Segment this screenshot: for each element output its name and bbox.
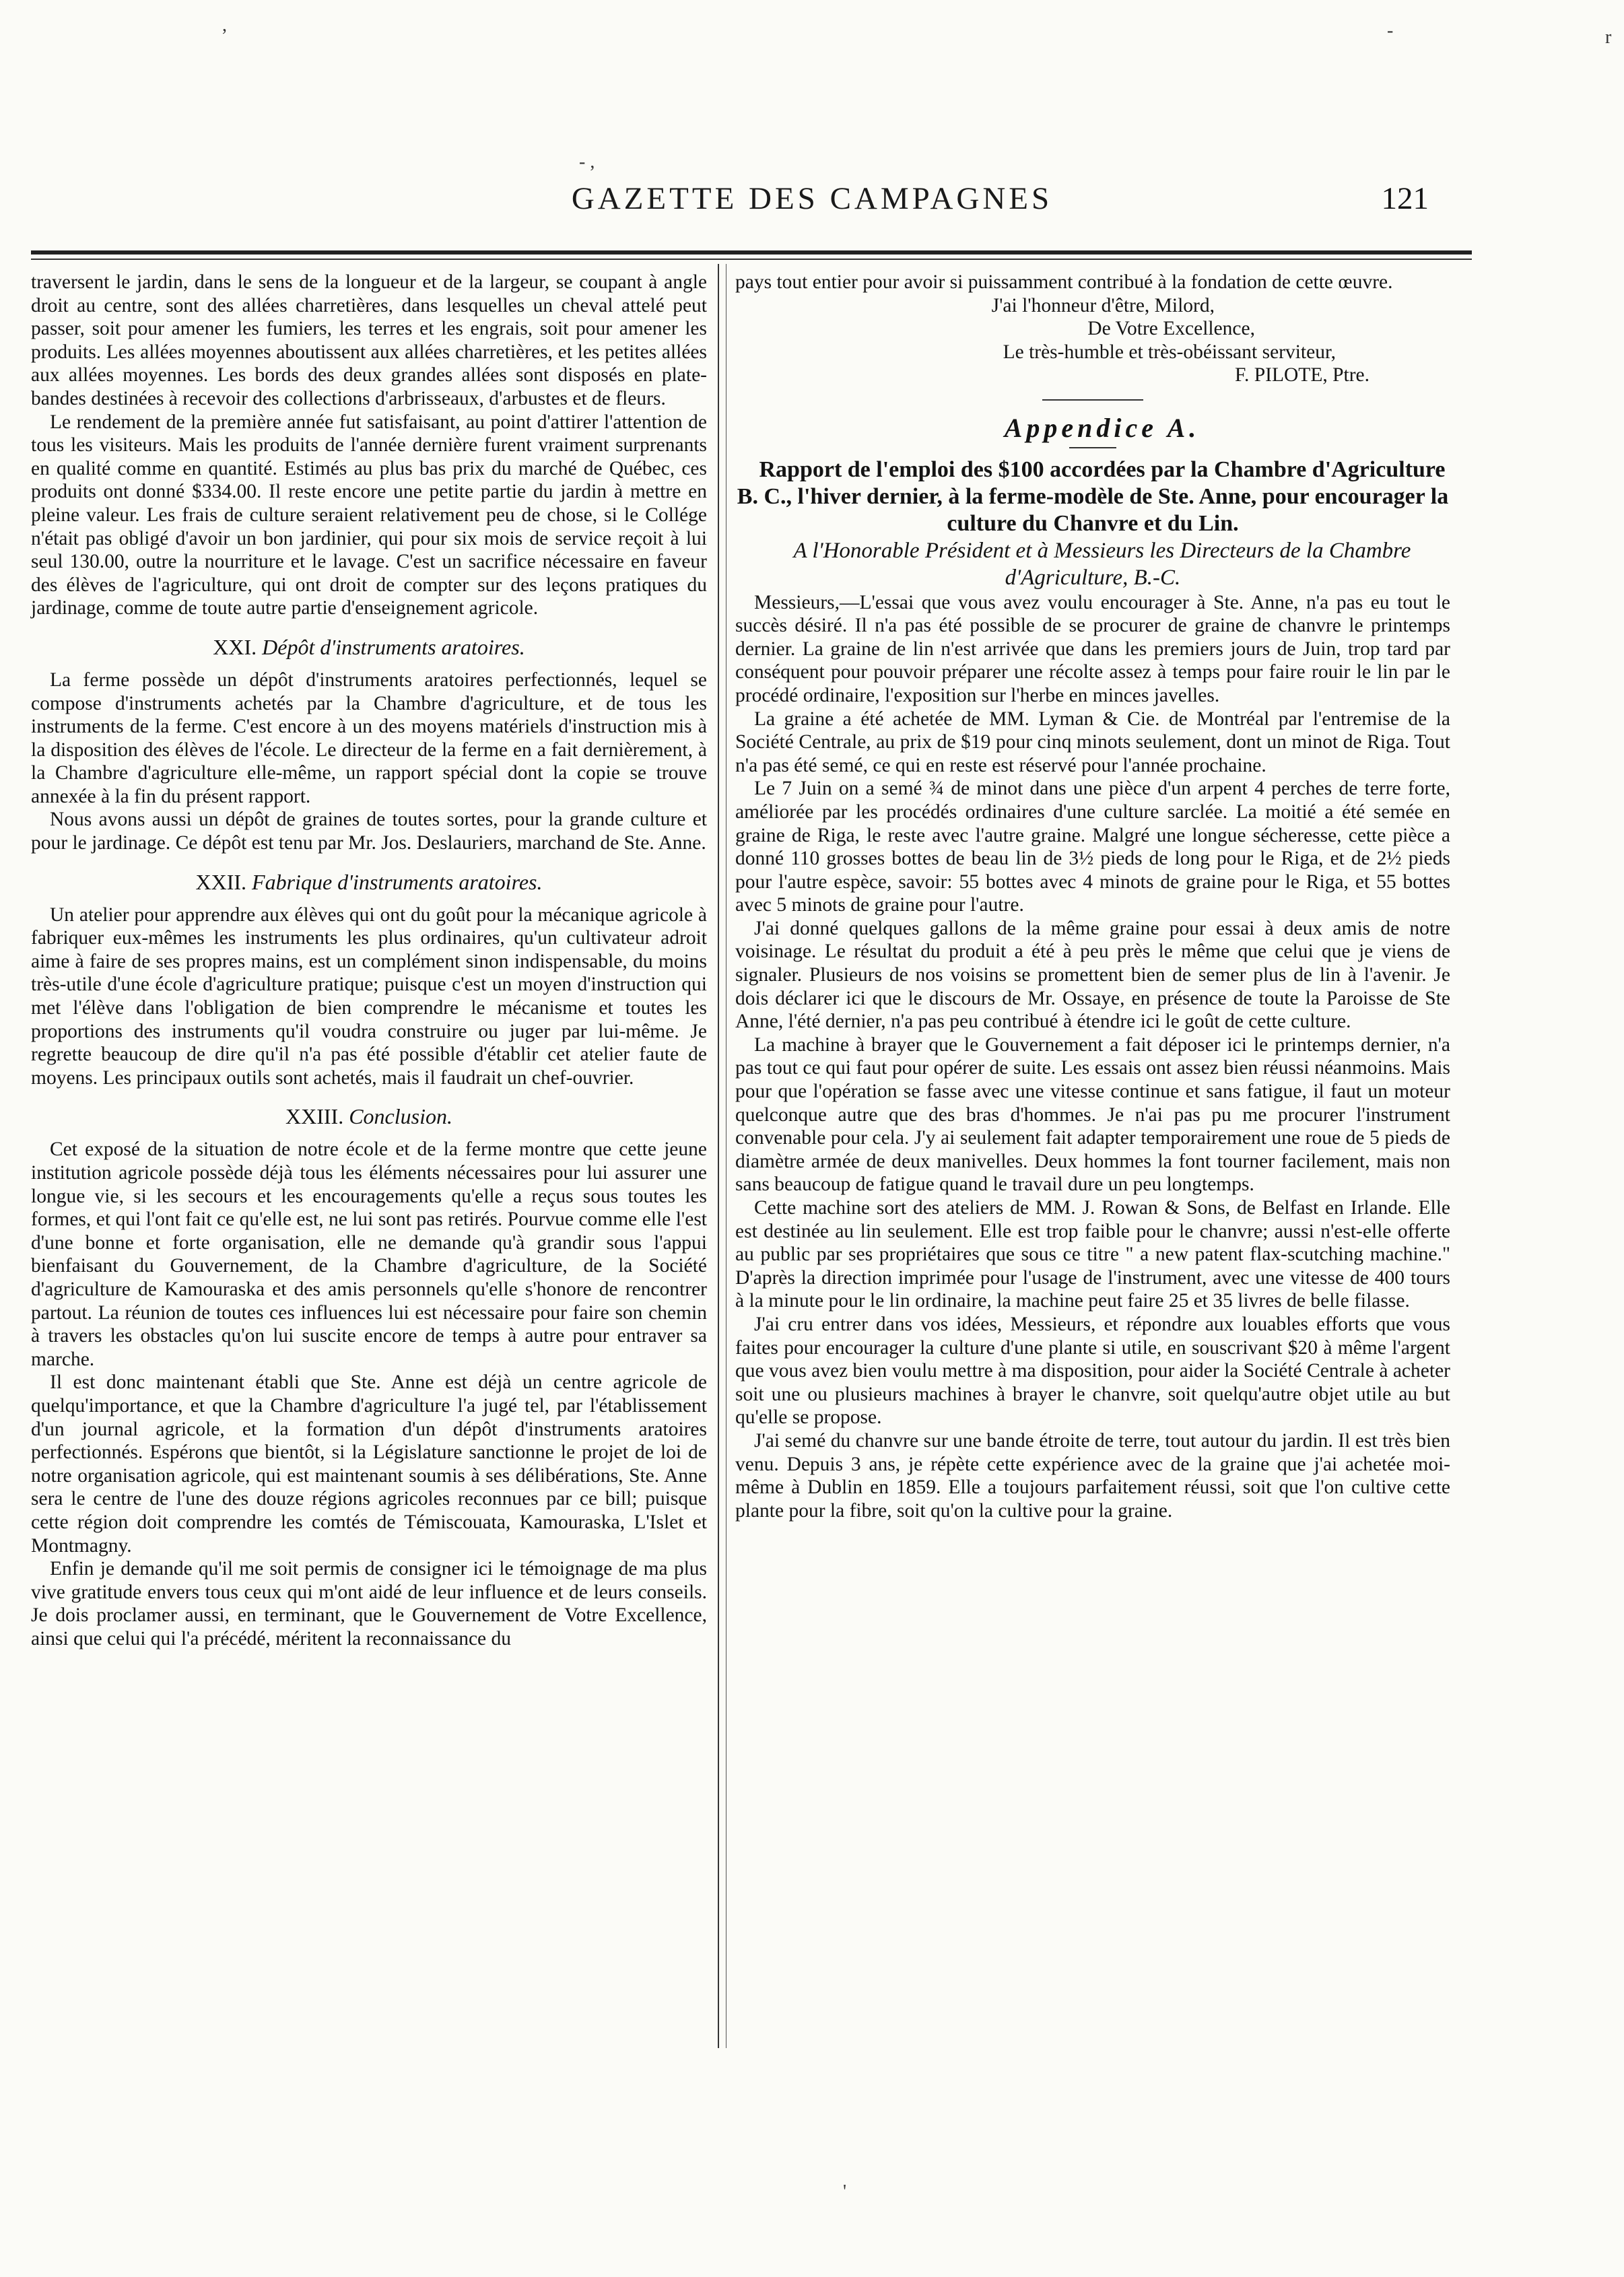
column-divider	[718, 264, 719, 2048]
paragraph: Le 7 Juin on a semé ¾ de minot dans une pièce d'un arpent 4 perches de terre forte, améliorée par les procédés ordinaires d'une culture sarclée. La moitié a été semée en graine de Riga, le reste avec l'autre graine. Malgré une longue sécheresse, cette pièce a donné 110 grosses bottes de beau lin de 3½ pieds de long pour le Riga, et de 2½ pieds pour l'autre espèce, savoir: 55 bottes avec 4 minots de graine pour le Riga, et 55 bottes avec 5 minots de graine pour l'autre.	[735, 778, 1450, 916]
header-rule-thin	[31, 259, 1472, 260]
left-column	[31, 271, 707, 1650]
paragraph: traversent le jardin, dans le sens de la longueur et de la largeur, se coupant à angle droit au centre, sont des allées charretières, dans lesquelles un cheval attelé peut passer, soit pour amener les fumiers, les terres et les engrais, soit pour amener les produits. Les allées moyennes aboutissent aux allées charretières, et les petites allées aux allées moyennes. Les bords des deux grandes allées sont disposés en plate-bandes destinées à recevoir des collections d'arbrisseaux, d'arbustes et de fleurs.	[31, 271, 707, 409]
signature: F. PILOTE, Ptre.	[1234, 364, 1369, 386]
section-heading-xxii	[31, 870, 707, 894]
section-heading-xxiii	[31, 1104, 707, 1128]
closing-salutation: J'ai l'honneur d'être, Milord,	[991, 294, 1215, 316]
paragraph: Un atelier pour apprendre aux élèves qui ont du goût pour la mécanique agricole à fabriquer eux-mêmes les instruments les plus ordinaires, qu'un cultivateur adroit aime à faire de ses propres mains, est un complément sinon indispensable, du moins très-utile d'une école d'agriculture pratique; puisque c'est un moyen d'instruction qui met l'élève dans l'obligation de bien comprendre le mécanisme et toutes les proportions des instruments qu'il voudra construire ou juger par lui-même. Je regrette beaucoup de dire qu'il n'a pas été possible d'établir cet atelier faute de moyens. Les principaux outils sont achetés, mais il faudrait un chef-ouvrier.	[31, 904, 707, 1089]
paragraph: pays tout entier pour avoir si puissamment contribué à la fondation de cette œuvre.	[735, 271, 1393, 293]
page-number: 121	[1381, 181, 1429, 216]
paragraph: La graine a été achetée de MM. Lyman & Cie. de Montréal par l'entremise de la Société Centrale, au prix de $19 pour cinq minots seulement, dont un minot de Riga. Tout n'a pas été semé, ce qui en reste est réservé pour l'année prochaine.	[735, 708, 1450, 776]
scan-speck: ,	[222, 15, 227, 36]
section-title: Dépôt d'instruments aratoires.	[262, 634, 525, 659]
closing-formula: Le très-humble et très-obéissant serviteur,	[1003, 341, 1336, 363]
paragraph: Nous avons aussi un dépôt de graines de toutes sortes, pour la grande culture et pour le jardinage. Ce dépôt est tenu par Mr. Jos. Deslauriers, marchand de Ste. Anne.	[31, 809, 707, 854]
section-number: XXIII.	[285, 1104, 344, 1129]
section-heading-xxi	[31, 635, 707, 659]
paragraph: La machine à brayer que le Gouvernement a fait déposer ici le printemps dernier, n'a pas tout ce qui faut pour opérer de suite. Les essais ont assez bien réussi néanmoins. Mais pour que l'opération se fasse avec une vitesse continue et sans fatigue, il faut un moteur quelconque autre que des bras d'hommes. Je n'ai pas pu me procurer l'instrument convenable pour cela. J'y ai seulement fait adapter temporairement une roue de 5 pieds de diamètre armée de deux manivelles. Deux hommes la font tourner facilement, mais non sans beaucoup de fatigue quand le travail dure un peu longtemps.	[735, 1033, 1450, 1196]
paragraph: La ferme possède un dépôt d'instruments aratoires perfectionnés, lequel se compose d'instruments achetés par la Chambre d'agriculture, et de tous les instruments de la ferme. C'est encore à un des moyens matériels d'instruction mis à la disposition des élèves de l'école. Le directeur de la ferme en a fait dernièrement, à la Chambre d'agriculture elle-même, un rapport spécial dont la copie se trouve annexée à la fin du présent rapport.	[31, 669, 707, 807]
paragraph: J'ai cru entrer dans vos idées, Messieurs, et répondre aux louables efforts que vous faites pour encourager la culture d'une plante si utile, en souscrivant $20 à même l'argent que vous avez bien voulu mettre à ma disposition, pour aider la Société Centrale à acheter soit une ou plusieurs machines à brayer le chanvre, soit quelqu'autre objet utile au but qu'elle se propose.	[735, 1313, 1450, 1429]
paragraph: Il est donc maintenant établi que Ste. Anne est déjà un centre agricole de quelqu'importance, et que la Chambre d'agriculture l'a jugé tel, par l'établissement d'un journal agricole, et la formation d'un dépôt d'instruments aratoires perfectionnés. Espérons que bientôt, si la Législature sanctionne le projet de loi de notre organisation agricole, qui est maintenant soumis à ses délibérations, Ste. Anne sera le centre de l'une des douze régions agricoles reconnues par ce bill; puisque cette région doit comprendre les comtés de Témiscouata, Kamouraska, L'Islet et Montmagny.	[31, 1371, 707, 1557]
section-divider	[1042, 399, 1143, 401]
paragraph: Enfin je demande qu'il me soit permis de consigner ici le témoignage de ma plus vive gratitude envers tous ceux qui m'ont aidé de leur influence et de leurs conseils. Je dois proclamer aussi, en terminant, que le Gouvernement de Votre Excellence, ainsi que celui qui l'a précédé, méritent la reconnaissance du	[31, 1558, 707, 1650]
page-title: GAZETTE DES CAMPAGNES	[571, 181, 1053, 216]
section-number: XXI.	[213, 634, 257, 659]
section-title: Conclusion.	[349, 1104, 452, 1129]
section-title: Fabrique d'instruments aratoires.	[252, 869, 543, 894]
paragraph: J'ai semé du chanvre sur une bande étroite de terre, tout autour du jardin. Il est très bien venu. Depuis 3 ans, je répète cette expérience avec de la graine que j'ai achetée moi-même à Dublin en 1859. Elle a toujours parfaitement réussi, soit que l'on cultive cette plante pour la fibre, soit qu'on la cultive pour la graine.	[735, 1429, 1450, 1522]
page-header	[0, 180, 1624, 234]
scan-speck: - ,	[579, 151, 595, 172]
report-title: Rapport de l'emploi des $100 accordées par la Chambre d'Agriculture B. C., l'hiver dernier, à la ferme-modèle de Ste. Anne, pour encourager la culture du Chanvre et du Lin.	[737, 456, 1449, 536]
paragraph: Cet exposé de la situation de notre école et de la ferme montre que cette jeune institution agricole possède déjà tous les éléments nécessaires pour lui assurer une longue vie, si les secours et les encouragements qu'elle a reçus sous toutes les formes, et qui l'ont fait ce qu'elle est, ne lui sont pas retirés. Pourvue comme elle l'est d'une bonne et forte organisation, elle ne demande qu'à grandir sous l'appui bienfaisant du Gouvernement, de la Chambre d'agriculture, de la Société d'agriculture de Kamouraska et des amis personnels qu'elle s'honore de rencontrer partout. La réunion de toutes ces influences lui est nécessaire pour faire son chemin à travers les obstacles qu'on lui suscite encore de temps à autre pour entraver sa marche.	[31, 1138, 707, 1370]
appendix-heading: Appendice A.	[1004, 412, 1200, 443]
paragraph: Le rendement de la première année fut satisfaisant, au point d'attirer l'attention de tous les visiteurs. Mais les produits de l'année dernière furent vraiment surprenants en qualité comme en quantité. Estimés au plus bas prix du marché de Québec, ces produits ont donné $334.00. Il reste encore une petite partie du jardin à mettre en pleine valeur. Les frais de culture seraient relativement peu de chose, si le Collége n'était pas obligé d'avoir un bon jardinier, qui pour six mois de service reçoit à lui seul 130.00, outre la nourriture et le lavage. C'est un sacrifice nécessaire en faveur des élèves de l'agriculture, qui ont droit de compter sur des leçons pratiques du jardinage, comme de toute autre partie d'enseignement agricole.	[31, 411, 707, 619]
closing-address: De Votre Excellence,	[1087, 318, 1255, 340]
scan-speck: r	[1605, 27, 1612, 48]
paragraph: Cette machine sort des ateliers de MM. J. Rowan & Sons, de Belfast en Irlande. Elle est destinée au lin seulement. Elle est trop faible pour le chanvre; aussi n'est-elle offerte au public par ses propriétaires que sous ce titre " a new patent flax-scutching machine." D'après la direction imprimée pour l'usage de l'instrument, avec une vitesse de 400 tours à la minute pour le lin ordinaire, la machine peut faire 25 et 35 livres de belle filasse.	[735, 1197, 1450, 1312]
report-address: A l'Honorable Président et à Messieurs les Directeurs de la Chambre d'Agriculture, B.-C.	[793, 538, 1411, 590]
section-divider	[1069, 447, 1116, 448]
paragraph: Messieurs,—L'essai que vous avez voulu encourager à Ste. Anne, n'a pas eu tout le succès désiré. Il n'a pas été possible de se procurer de graine de chanvre le printemps dernier. La graine de lin n'est arrivée que dans les premiers jours de Juin, trop tard par conséquent pour pouvoir préparer une récolte assez à temps pour faire rouir le lin par le procédé ordinaire, l'exposition sur l'herbe en minces javelles.	[735, 591, 1450, 706]
scan-speck: -	[1387, 20, 1394, 41]
scan-speck: '	[843, 2181, 847, 2202]
right-column	[735, 271, 1450, 1522]
section-number: XXII.	[195, 869, 247, 894]
paragraph: J'ai donné quelques gallons de la même graine pour essai à deux amis de notre voisinage. Le résultat du produit a été à peu près le même que celui que je viens de signaler. Plusieurs de nos voisins se promettent bien de semer plus de lin à l'avenir. Je dois déclarer ici que le discours de Mr. Ossaye, en présence de toute la Paroisse de Ste Anne, l'été dernier, n'a pas peu contribué à étendre ici le goût de cette culture.	[735, 917, 1450, 1033]
header-rule	[31, 250, 1472, 254]
